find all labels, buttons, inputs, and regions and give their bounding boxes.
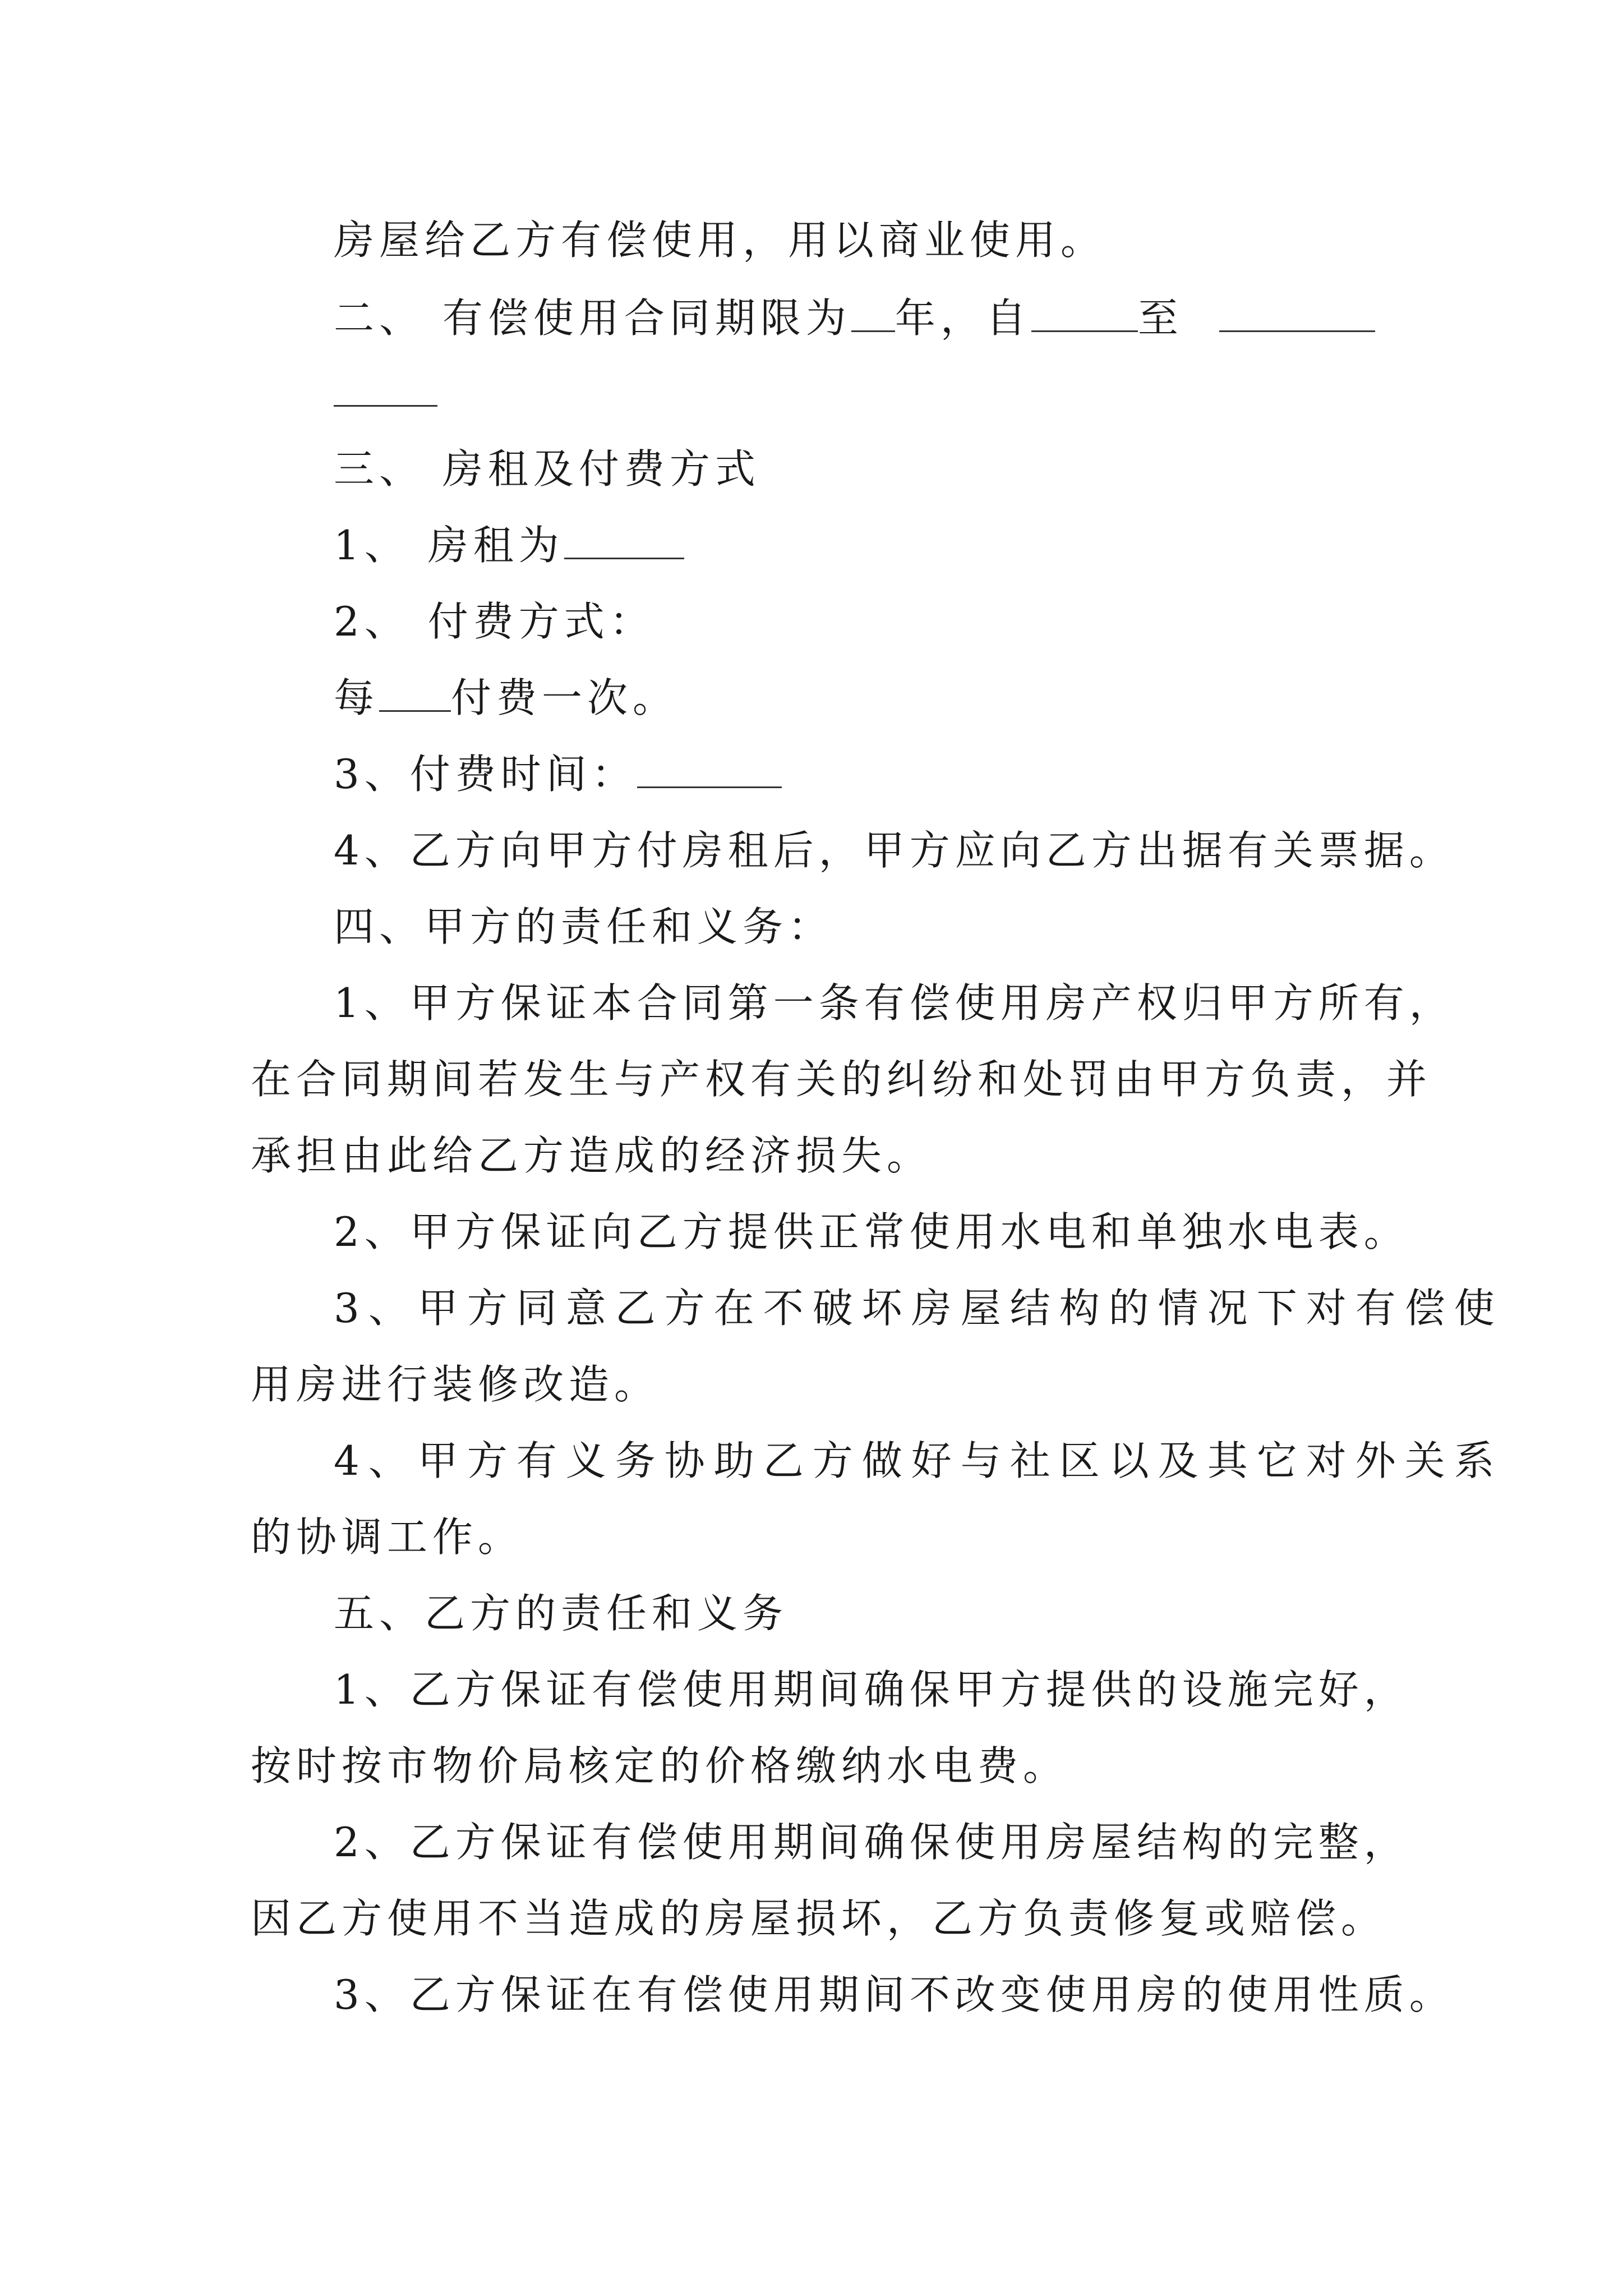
end-date-blank	[1219, 296, 1375, 332]
text-line: 1、乙方保证有偿使用期间确保甲方提供的设施完好，	[334, 1666, 1409, 1713]
text-line: 3、乙方保证在有偿使用期间不改变使用房的使用性质。	[334, 1971, 1455, 2018]
start-date-blank	[1031, 296, 1138, 332]
payment-time-line: 3、付费时间：	[334, 746, 782, 802]
text-line: 2、甲方保证向乙方提供正常使用水电和单独水电表。	[334, 1208, 1409, 1255]
text-line: 4、甲方有义务协助乙方做好与社区以及其它对外关系	[334, 1437, 1504, 1484]
payment-frequency-blank	[379, 675, 451, 712]
text-line: 在合同期间若发生与产权有关的纠纷和处罚由甲方负责，并	[251, 1056, 1432, 1103]
text-line: 3、甲方同意乙方在不破坏房屋结构的情况下对有偿使	[334, 1285, 1504, 1332]
section-heading: 四、甲方的责任和义务：	[334, 903, 834, 950]
contract-term-line: 二、 有偿使用合同期限为 年，自 至	[334, 290, 1375, 346]
text-line: 按时按市物价局核定的价格缴纳水电费。	[251, 1742, 1069, 1789]
payment-frequency-line: 每 付费一次。	[334, 674, 679, 721]
section-heading: 三、 房租及付费方式	[334, 445, 760, 493]
text-line: 房屋给乙方有偿使用，用以商业使用。	[334, 217, 1106, 264]
text-line: 4、乙方向甲方付房租后，甲方应向乙方出据有关票据。	[334, 827, 1455, 874]
text-line: 的协调工作。	[251, 1513, 524, 1561]
text-line: 2、乙方保证有偿使用期间确保使用房屋结构的完整，	[334, 1819, 1409, 1866]
text-line: 承担由此给乙方造成的经济损失。	[251, 1132, 933, 1179]
text-line: 2、 付费方式：	[334, 598, 655, 645]
end-date-continuation	[334, 365, 437, 421]
term-years-blank	[851, 296, 895, 332]
rent-amount-line: 1、 房租为	[334, 517, 684, 573]
rent-amount-blank	[564, 523, 684, 559]
end-date-blank-continued	[334, 370, 437, 407]
text-line: 用房进行装修改造。	[251, 1361, 660, 1408]
section-heading: 五、乙方的责任和义务	[334, 1590, 789, 1637]
payment-time-blank	[637, 752, 782, 788]
text-line: 1、甲方保证本合同第一条有偿使用房产权归甲方所有，	[334, 979, 1455, 1027]
text-line: 因乙方使用不当造成的房屋损坏，乙方负责修复或赔偿。	[251, 1895, 1387, 1942]
